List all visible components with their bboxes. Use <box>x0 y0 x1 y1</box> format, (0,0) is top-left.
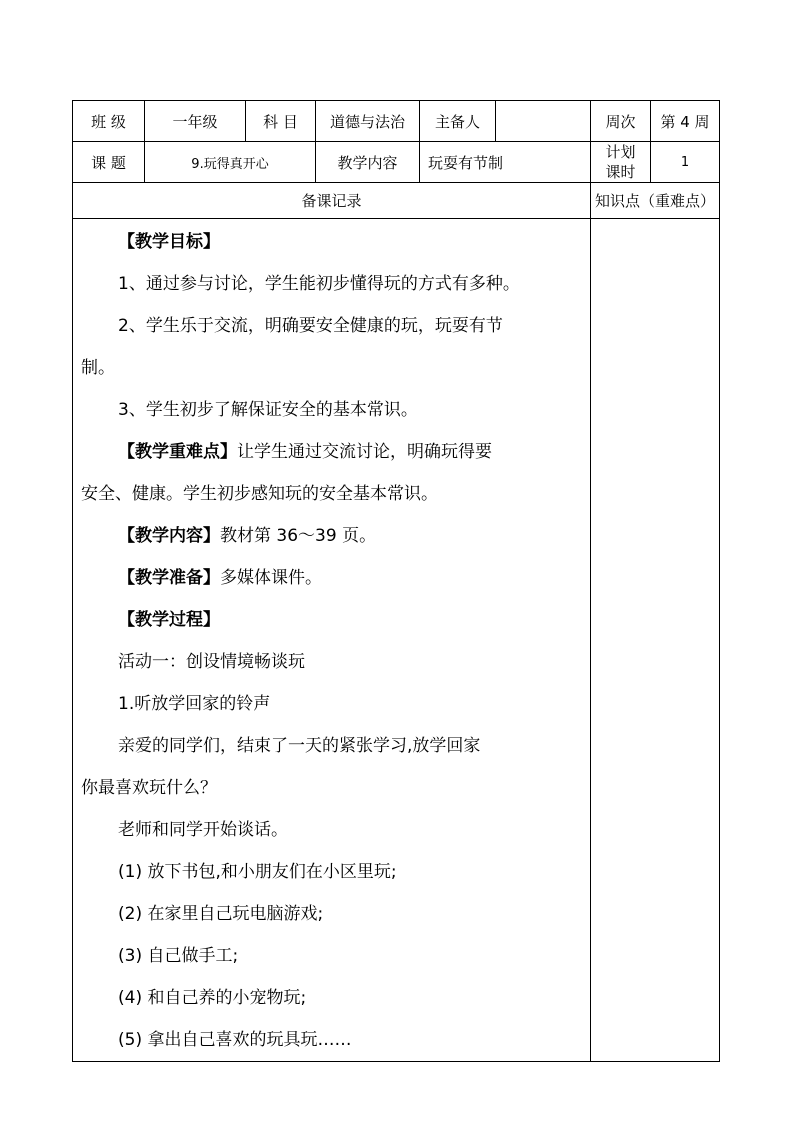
goal-1: 1、通过参与讨论，学生能初步懂得玩的方式有多种。 <box>118 274 520 294</box>
key-points-line-1 <box>73 431 590 473</box>
week-label: 周次 <box>591 101 651 142</box>
goal-3: 3、学生初步了解保证安全的基本常识。 <box>118 400 418 420</box>
process-heading: 【教学过程】 <box>118 610 220 630</box>
content-line <box>73 515 590 557</box>
content-text: 教材第 36～39 页。 <box>220 526 377 546</box>
goal-2-line-1: 2、学生乐于交流，明确要安全健康的玩，玩耍有节 <box>118 316 503 336</box>
step-1: 1.听放学回家的铃声 <box>118 694 271 714</box>
content-row <box>73 219 720 1062</box>
goal-2-line-2: 制。 <box>81 358 115 378</box>
list-item-5: (5) 拿出自己喜欢的玩具玩…… <box>118 1030 352 1050</box>
list-item-1: (1) 放下书包,和小朋友们在小区里玩; <box>118 862 397 882</box>
activity-1: 活动一：创设情境畅谈玩 <box>118 652 305 672</box>
content-value: 玩耍有节制 <box>420 142 591 183</box>
topic-value: 9.玩得真开心 <box>145 142 316 183</box>
class-value: 一年级 <box>145 101 246 142</box>
record-body <box>73 219 591 1062</box>
preparer-value <box>496 101 591 142</box>
class-label: 班 级 <box>73 101 145 142</box>
list-item-4: (4) 和自己养的小宠物玩; <box>118 988 307 1008</box>
knowledge-header: 知识点（重难点） <box>591 183 720 219</box>
planned-hours-label-line-2: 课时 <box>605 163 636 181</box>
goal-heading: 【教学目标】 <box>118 232 220 252</box>
speech-line-1: 亲爱的同学们，结束了一天的紧张学习,放学回家 <box>118 736 481 756</box>
prep-heading: 【教学准备】 <box>118 568 220 588</box>
subject-label: 科 目 <box>246 101 316 142</box>
planned-hours-value: 1 <box>651 142 720 183</box>
content-label: 教学内容 <box>316 142 420 183</box>
talk-line: 老师和同学开始谈话。 <box>118 820 288 840</box>
key-points-line-2: 安全、健康。学生初步感知玩的安全基本常识。 <box>81 484 438 504</box>
lesson-plan-table <box>72 100 720 1062</box>
knowledge-body <box>591 219 720 1062</box>
section-header-row <box>73 183 720 219</box>
prep-line <box>73 557 590 599</box>
preparer-label: 主备人 <box>420 101 496 142</box>
list-item-2: (2) 在家里自己玩电脑游戏; <box>118 904 324 924</box>
list-item-3: (3) 自己做手工; <box>118 946 239 966</box>
speech-line-2: 你最喜欢玩什么？ <box>81 778 217 798</box>
prep-text: 多媒体课件。 <box>220 568 322 588</box>
planned-hours-label-line-1: 计划 <box>605 143 636 161</box>
subject-value: 道德与法治 <box>316 101 420 142</box>
header-row-1 <box>73 101 720 142</box>
planned-hours-label <box>591 142 651 183</box>
key-points-text: 让学生通过交流讨论，明确玩得要 <box>237 442 492 462</box>
record-header: 备课记录 <box>73 183 591 219</box>
key-points-heading: 【教学重难点】 <box>118 442 237 462</box>
week-value: 第 4 周 <box>651 101 720 142</box>
header-row-2 <box>73 142 720 183</box>
topic-label: 课 题 <box>73 142 145 183</box>
content-heading: 【教学内容】 <box>118 526 220 546</box>
